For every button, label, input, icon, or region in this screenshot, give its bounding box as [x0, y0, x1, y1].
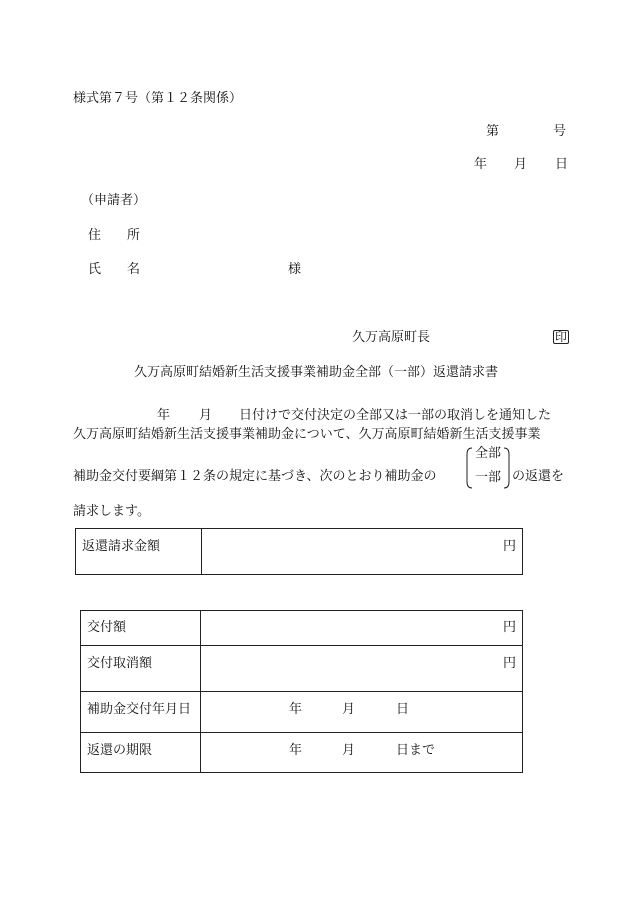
grant-date-month: 月	[342, 702, 356, 717]
choice-all: 全部	[475, 446, 502, 461]
address-label: 住 所	[88, 228, 141, 243]
deadline-month: 月	[342, 743, 356, 758]
table1-divider	[201, 528, 202, 574]
body-line-3: 補助金交付要綱第１２条の規定に基づき、次のとおり補助金の	[73, 469, 437, 484]
grant-date-day: 日	[396, 702, 410, 717]
table2-row-divider	[80, 732, 522, 733]
document-title: 久万高原町結婚新生活支援事業補助金全部（一部）返還請求書	[134, 365, 499, 380]
seal-mark	[553, 330, 569, 344]
cancel-amount-label: 交付取消額	[87, 656, 153, 671]
grant-amount-unit: 円	[503, 620, 517, 635]
return-amount-unit: 円	[503, 539, 517, 554]
choice-part: 一部	[475, 470, 502, 485]
deadline-label: 返還の期限	[87, 743, 153, 758]
body-month: 月	[199, 408, 213, 423]
cancel-amount-unit: 円	[503, 656, 517, 671]
body-year: 年	[157, 408, 171, 423]
applicant-label: （申請者）	[81, 193, 147, 208]
body-line-4: 請求します。	[73, 504, 150, 519]
name-label: 氏 名	[88, 262, 141, 277]
body-line-3-end: の返還を	[512, 469, 565, 484]
doc-number-dai: 第	[486, 124, 500, 139]
deadline-day: 日まで	[396, 743, 436, 758]
form-number: 様式第７号（第１２条関係）	[73, 91, 243, 106]
seal-text: 印	[555, 330, 568, 344]
honorific: 様	[288, 262, 302, 277]
date-day: 日	[555, 157, 569, 172]
body-line-1: 日付けで交付決定の全部又は一部の取消しを通知した	[239, 408, 552, 423]
date-month: 月	[514, 157, 528, 172]
deadline-year: 年	[289, 743, 303, 758]
grant-date-year: 年	[289, 702, 303, 717]
table2-row-divider	[80, 691, 522, 692]
grant-amount-label: 交付額	[87, 620, 127, 635]
mayor-title: 久万高原町長	[352, 330, 431, 345]
date-year: 年	[474, 157, 488, 172]
table2-row-divider	[80, 645, 522, 646]
grant-date-label: 補助金交付年月日	[87, 702, 192, 717]
body-line-2: 久万高原町結婚新生活支援事業補助金について、久万高原町結婚新生活支援事業	[73, 427, 541, 442]
doc-number-go: 号	[553, 124, 567, 139]
return-amount-label: 返還請求金額	[82, 539, 161, 554]
choice-bracket	[465, 446, 511, 490]
